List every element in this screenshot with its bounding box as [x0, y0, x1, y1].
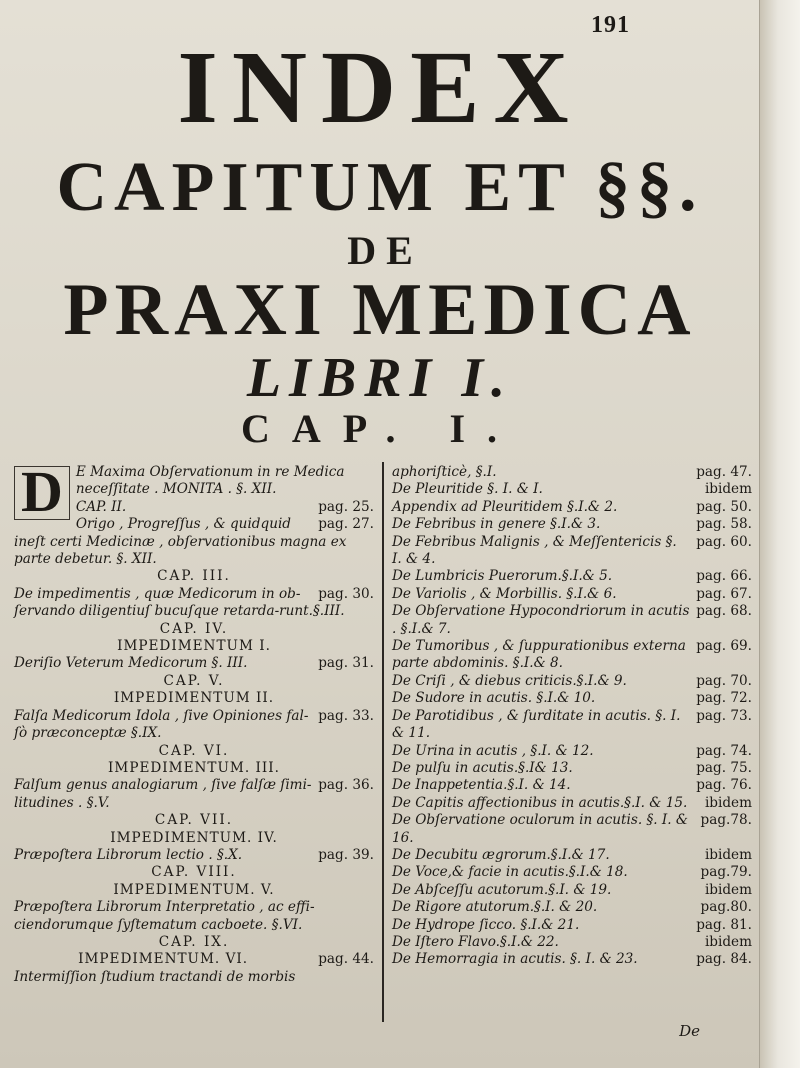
- index-entry: [392, 586, 752, 603]
- entry-text: De Hydrope ſicco. §.I.& 21.: [392, 916, 580, 933]
- entry-text: De impedimentis , quæ Medicorum in ob-ſervando diligentiuſ bucuſque retarda-runt.§.III.: [14, 585, 345, 620]
- entry-text: Origo , Progreſſus , & quidquid ineſt certi Medicinæ , obſervationibus magna ex parte debetur. §. XII.: [14, 516, 347, 568]
- index-entry: [392, 534, 752, 569]
- title-line-de: D E: [347, 228, 413, 273]
- page-reference: pag. 60.: [696, 533, 752, 550]
- index-entry: [392, 812, 752, 847]
- index-entry: [392, 795, 752, 812]
- index-entry: [392, 882, 752, 899]
- page-reference: pag.78.: [700, 812, 752, 829]
- page-reference: pag. 31.: [318, 655, 374, 672]
- entry-text: De Variolis , & Morbillis. §.I.& 6.: [392, 585, 617, 602]
- impediment-heading: IMPEDIMENTUM II.: [113, 690, 275, 707]
- index-entry: [392, 673, 752, 690]
- entry-text: De Obſervatione Hypocondriorum in acutis . §.I.& 7.: [392, 603, 690, 637]
- page-reference: pag. 68.: [696, 603, 752, 620]
- page-reference: pag. 44.: [318, 951, 374, 968]
- page-reference: ibidem: [704, 794, 752, 811]
- index-entry: [392, 951, 752, 968]
- index-entry: [392, 743, 752, 760]
- impediment-heading: IMPEDIMENTUM. VI.: [78, 951, 249, 968]
- page-reference: ibidem: [704, 846, 752, 863]
- entry-text: De Lumbricis Puerorum.§.I.& 5.: [392, 568, 613, 585]
- entry-text: De Hemorragia in acutis. §. I. & 23.: [392, 951, 638, 968]
- page-reference: pag. 74.: [696, 742, 752, 759]
- index-entry: [392, 777, 752, 794]
- index-entry: [14, 586, 374, 621]
- chapter-heading: CAP. IX.: [158, 933, 230, 950]
- entry-text: De Parotidibus , & ſurditate in acutis. §. I. & 11.: [392, 707, 681, 742]
- chapter-heading: CAP. VIII.: [151, 864, 237, 881]
- index-entry: [392, 481, 752, 498]
- page-reference: pag. 66.: [696, 568, 752, 585]
- page-reference: pag. 47.: [696, 464, 752, 480]
- page-reference: pag. 58.: [696, 516, 752, 533]
- entry-text: De Rigore atutorum.§.I. & 20.: [392, 899, 598, 916]
- page-reference: pag.80.: [700, 899, 752, 916]
- page-reference: pag. 36.: [318, 777, 374, 794]
- entry-text: De Voce,& facie in acutis.§.I.& 18.: [392, 864, 628, 881]
- page-reference: pag. 75.: [696, 759, 752, 776]
- entry-text: Deriſio Veterum Medicorum §. III.: [14, 655, 248, 672]
- entry-text: De Decubitu ægrorum.§.I.& 17.: [392, 846, 610, 863]
- title-line-capitum: CAPITUM ET §§.: [56, 149, 704, 226]
- entry-text: Intermiſſion ſtudium tractandi de morbis: [14, 968, 296, 985]
- page-reference: pag. 27.: [318, 516, 374, 533]
- page-reference: pag. 30.: [318, 585, 374, 602]
- catchword: De: [679, 1022, 700, 1040]
- page-reference: ibidem: [704, 481, 752, 498]
- entry-text: De Urina in acutis , §.I. & 12.: [392, 742, 594, 759]
- left-column: [14, 459, 374, 986]
- index-entry: [392, 638, 752, 673]
- title-line-index: INDEX: [177, 30, 583, 145]
- chapter-heading: CAP. III.: [157, 568, 231, 585]
- entry-text: Præpoſtera Librorum Interpretatio , ac effi-ciendorumque ſyſtematum cacboete. §.VI.: [14, 899, 315, 933]
- page-reference: ibidem: [704, 933, 752, 950]
- index-entry: [392, 464, 752, 481]
- impediment-heading: IMPEDIMENTUM. IV.: [110, 829, 278, 846]
- index-entry: [392, 568, 752, 585]
- chapter-heading: CAP. IV.: [159, 620, 229, 637]
- index-entry: [392, 603, 752, 638]
- page-reference: pag. 76.: [696, 777, 752, 794]
- entry-text: De Febribus in genere §.I.& 3.: [392, 516, 601, 533]
- index-entry: [392, 690, 752, 707]
- index-entry: [392, 760, 752, 777]
- entry-text: De Tumoribus , & ſuppurationibus externa parte abdominis. §.I.& 8.: [392, 638, 686, 672]
- index-entry: [392, 708, 752, 743]
- index-entry: [14, 969, 374, 986]
- index-entry: [14, 516, 374, 568]
- chapter-heading: CAP. VII.: [154, 812, 234, 829]
- entry-text: De Abſceſſu acutorum.§.I. & 19.: [392, 881, 612, 898]
- index-entry: [14, 708, 374, 743]
- page-edge: [759, 0, 800, 1068]
- index-entry: [392, 917, 752, 934]
- impediment-heading: IMPEDIMENTUM. V.: [113, 881, 275, 898]
- page-reference: pag. 25.: [318, 498, 374, 515]
- index-entry: [14, 777, 374, 812]
- entry-text: aphoriſticè, §.I.: [392, 464, 497, 480]
- chapter-heading: CAP. VI.: [158, 742, 230, 759]
- drop-cap: D: [14, 466, 70, 520]
- index-entry: [392, 899, 752, 916]
- entry-text: De Pleuritide §. I. & I.: [392, 481, 543, 498]
- index-entry: [392, 847, 752, 864]
- entry-text: Præpoſtera Librorum lectio . §.X.: [14, 846, 243, 863]
- title-line-cap: CAP. I.: [240, 406, 520, 451]
- chapter-heading: CAP. V.: [163, 672, 225, 689]
- index-entry: [392, 864, 752, 881]
- title-line-praxi-medica: PRAXI MEDICA: [63, 269, 697, 351]
- entry-text: E Maxima Obſervationum in re Medica neceſſitate . MONITA . §. XII.: [75, 464, 345, 498]
- page-reference: pag. 39.: [318, 846, 374, 863]
- column-divider: [382, 462, 384, 1022]
- entry-text: De Iſtero Flavo.§.I.& 22.: [392, 933, 559, 950]
- title-line-libri: LIBRI I.: [246, 347, 514, 409]
- entry-text: De Criſi , & diebus criticis.§.I.& 9.: [392, 672, 627, 689]
- entry-text: De Sudore in acutis. §.I.& 10.: [392, 690, 596, 707]
- page-reference: pag. 33.: [318, 707, 374, 724]
- page-reference: pag. 81.: [696, 916, 752, 933]
- entry-text: Falſa Medicorum Idola , ſive Opiniones fal-ſò præconceptæ §.IX.: [14, 707, 309, 742]
- page-reference: pag. 50.: [696, 498, 752, 515]
- page-reference: pag. 67.: [696, 585, 752, 602]
- index-entry: [392, 934, 752, 951]
- index-entry: [14, 847, 374, 864]
- page-number: 191: [591, 12, 630, 38]
- entry-text: De pulſu in acutis.§.I& 13.: [392, 759, 573, 776]
- page-reference: pag. 70.: [696, 672, 752, 689]
- entry-text: Appendix ad Pleuritidem §.I.& 2.: [392, 498, 618, 515]
- page-reference: pag. 73.: [696, 707, 752, 724]
- index-entry: [14, 655, 374, 672]
- page-reference: ibidem: [704, 881, 752, 898]
- impediment-heading: IMPEDIMENTUM I.: [117, 638, 271, 655]
- page-reference: pag. 84.: [696, 951, 752, 968]
- entry-text: De Capitis affectionibus in acutis.§.I. & 15.: [392, 794, 688, 811]
- index-entry: [392, 499, 752, 516]
- right-column: [392, 464, 752, 969]
- entry-text: De Inappetentia.§.I. & 14.: [392, 777, 571, 794]
- page-reference: pag. 69.: [696, 638, 752, 655]
- entry-text: De Obſervatione oculorum in acutis. §. I. & 16.: [392, 812, 689, 846]
- index-entry: [14, 899, 374, 934]
- entry-text: Falſum genus analogiarum , ſive falſæ ſimi-litudines . §.V.: [14, 777, 312, 811]
- impediment-heading: IMPEDIMENTUM. III.: [108, 759, 280, 776]
- index-entry: [392, 516, 752, 533]
- entry-text: CAP. II.: [75, 498, 127, 515]
- entry-text: De Febribus Malignis , & Meſſentericis §. I. & 4.: [392, 533, 677, 568]
- page-reference: pag.79.: [700, 864, 752, 881]
- page-reference: pag. 72.: [696, 690, 752, 707]
